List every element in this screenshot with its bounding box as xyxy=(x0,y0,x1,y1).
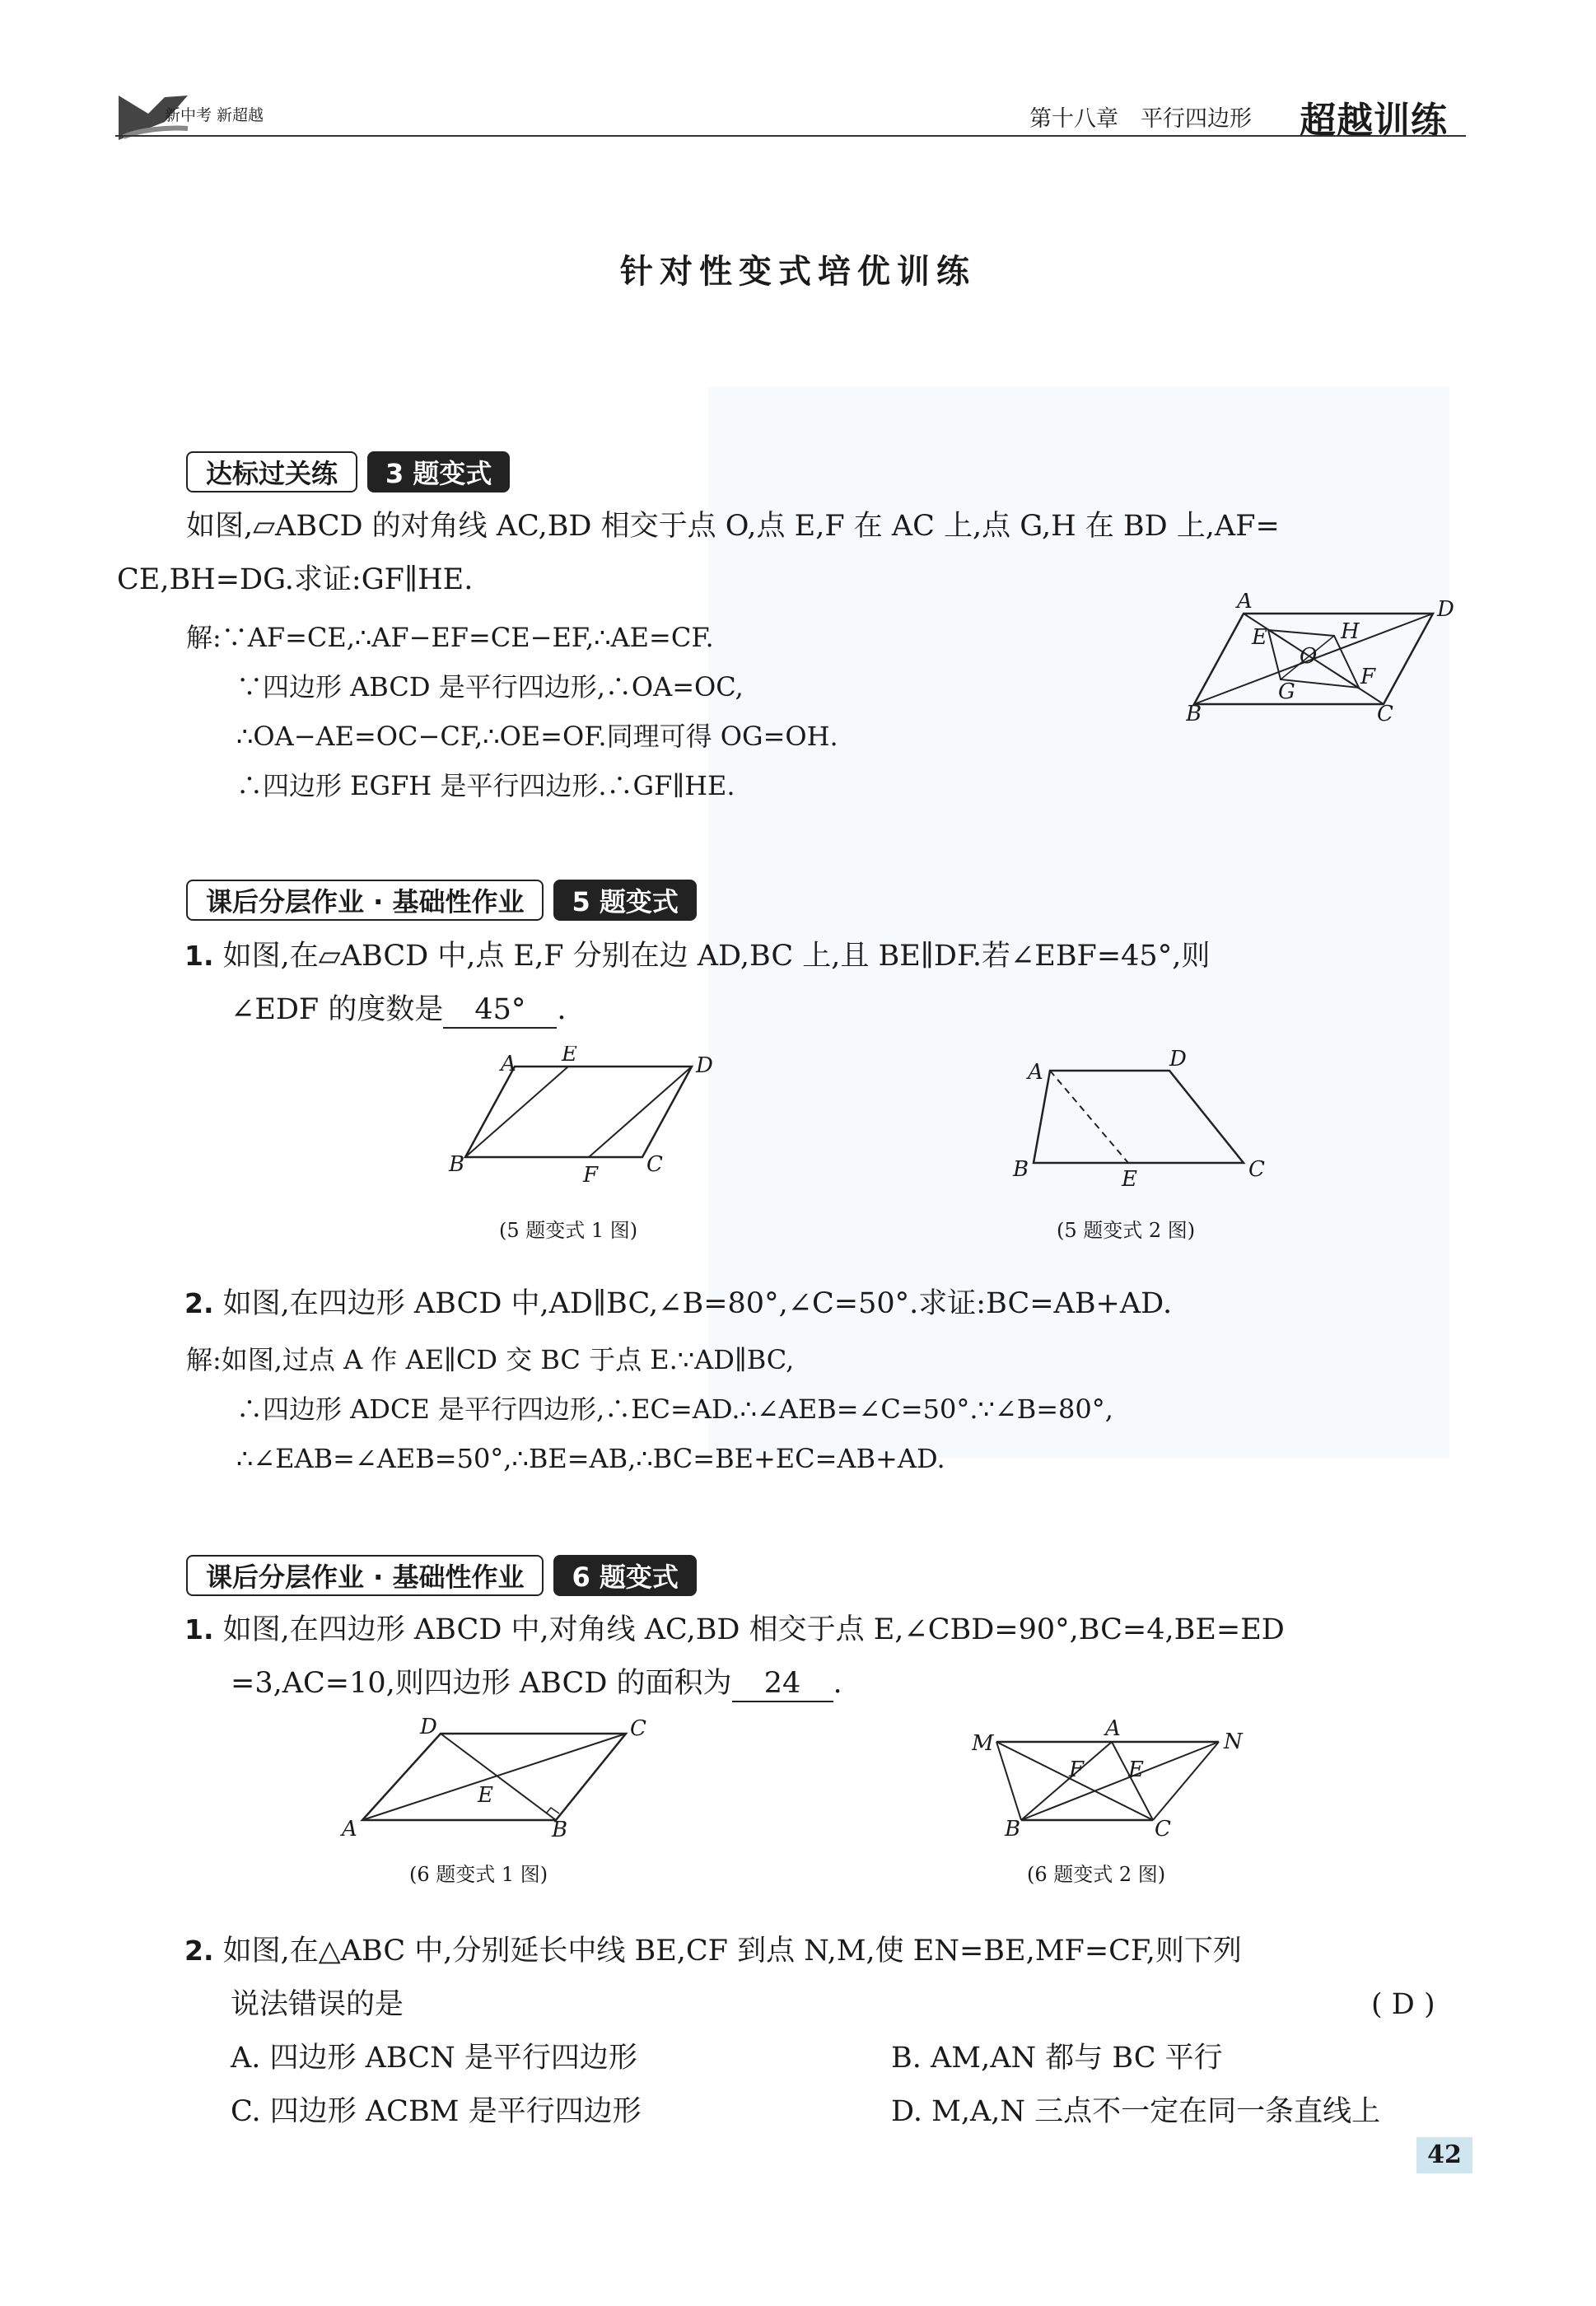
header-logo-text: 新中考 新超越 xyxy=(165,106,264,124)
s3f1-label-C: C xyxy=(630,1717,646,1741)
s2-q1-prefix: ∠EDF 的度数是 xyxy=(231,993,444,1026)
s2-solution-line1: 解:如图,过点 A 作 AE∥CD 交 BC 于点 E.∵AD∥BC, xyxy=(186,1344,795,1375)
s3f1-label-D: D xyxy=(420,1717,437,1739)
s1-label-B: B xyxy=(1186,702,1202,725)
section2-tag-label: 课后分层作业 · 基础性作业 xyxy=(186,880,544,921)
s3f2-label-E: E xyxy=(1128,1758,1144,1782)
s3-figure2 xyxy=(972,1717,1252,1841)
s3-q2-number: 2. xyxy=(184,1935,214,1967)
s3-option-d: D. M,A,N 三点不一定在同一条直线上 xyxy=(891,2095,1381,2128)
s2f2-label-B: B xyxy=(1013,1157,1029,1182)
s3-option-b: B. AM,AN 都与 BC 平行 xyxy=(891,2042,1223,2075)
section2-tag xyxy=(186,880,697,921)
s3f2-label-B: B xyxy=(1005,1817,1021,1841)
s2-q1-line1 xyxy=(184,939,1210,973)
s1-label-G: G xyxy=(1278,679,1295,704)
section1-tag xyxy=(186,451,510,492)
s3f1-label-E: E xyxy=(478,1783,493,1808)
s3-q1-line1 xyxy=(184,1613,1285,1647)
s3f2-label-N: N xyxy=(1224,1730,1243,1754)
s2f1-label-B: B xyxy=(449,1152,465,1177)
s2-figure1 xyxy=(445,1046,733,1186)
s1-label-C: C xyxy=(1377,702,1393,725)
s3f2-label-F: F xyxy=(1069,1758,1085,1782)
s3f2-label-C: C xyxy=(1155,1817,1171,1841)
s3-q2-line2: 说法错误的是 xyxy=(231,1988,404,2021)
s1-solution-line3: ∴OA−AE=OC−CF,∴OE=OF.同理可得 OG=OH. xyxy=(236,721,838,752)
s3-option-c: C. 四边形 ACBM 是平行四边形 xyxy=(231,2095,642,2128)
s3-q1-prefix: =3,AC=10,则四边形 ABCD 的面积为 xyxy=(231,1667,732,1700)
s2-figure2-caption: (5 题变式 2 图) xyxy=(1057,1219,1196,1242)
section3-tag-label: 课后分层作业 · 基础性作业 xyxy=(186,1555,544,1596)
s2f1-label-F: F xyxy=(583,1163,599,1186)
s1-label-O: O xyxy=(1300,644,1318,669)
s3f2-label-M: M xyxy=(972,1731,994,1756)
s3f1-label-A: A xyxy=(342,1817,357,1841)
page-title: 针对性变式培优训练 xyxy=(620,253,976,291)
s2-solution-line3: ∴∠EAB=∠AEB=50°,∴BE=AB,∴BC=BE+EC=AB+AD. xyxy=(236,1443,945,1474)
s2f2-label-C: C xyxy=(1248,1157,1265,1182)
section3-tag xyxy=(186,1555,697,1596)
s3-figure1-caption: (6 题变式 1 图) xyxy=(409,1863,548,1886)
s3-option-a: A. 四边形 ABCN 是平行四边形 xyxy=(231,2042,637,2075)
s1-label-A: A xyxy=(1237,593,1253,614)
s1-label-D: D xyxy=(1437,597,1454,622)
s3f2-label-A: A xyxy=(1105,1717,1121,1741)
s2f2-label-D: D xyxy=(1169,1047,1187,1071)
s2-q1-text: 如图,在▱ABCD 中,点 E,F 分别在边 AD,BC 上,且 BE∥DF.若∠EBF=45°,则 xyxy=(222,940,1211,973)
s2-q2-number: 2. xyxy=(184,1287,214,1319)
s2-q1-suffix: . xyxy=(557,993,567,1026)
s3-q2-line1 xyxy=(184,1934,1242,1968)
s3-figure1 xyxy=(338,1717,667,1841)
s2-solution-line2: ∴四边形 ADCE 是平行四边形,∴EC=AD.∴∠AEB=∠C=50°.∵∠B=80°, xyxy=(236,1393,1113,1425)
page-number: 42 xyxy=(1416,2137,1472,2173)
s2f2-label-A: A xyxy=(1028,1060,1043,1085)
s1-figure xyxy=(1186,593,1466,725)
s2f2-label-E: E xyxy=(1122,1167,1137,1186)
s1-question-line1: 如图,▱ABCD 的对角线 AC,BD 相交于点 O,点 E,F 在 AC 上,点 G,H 在 BD 上,AF= xyxy=(186,510,1280,543)
s3-figure2-caption: (6 题变式 2 图) xyxy=(1027,1863,1166,1886)
header-brand: 超越训练 xyxy=(1300,100,1448,142)
s3-q1-line2 xyxy=(231,1666,842,1702)
s2-q1-answer: 45° xyxy=(443,992,557,1029)
s3-q1-number: 1. xyxy=(184,1613,214,1645)
section2-tag-variant: 5 题变式 xyxy=(553,880,696,921)
s1-label-E: E xyxy=(1252,625,1267,650)
header-divider xyxy=(115,135,1466,137)
s1-solution-line1: 解:∵AF=CE,∴AF−EF=CE−EF,∴AE=CF. xyxy=(186,622,714,653)
s2-figure1-caption: (5 题变式 1 图) xyxy=(499,1219,638,1242)
section1-tag-label: 达标过关练 xyxy=(186,451,357,492)
s3-q1-text: 如图,在四边形 ABCD 中,对角线 AC,BD 相交于点 E,∠CBD=90°,BC=4,BE=ED xyxy=(222,1613,1285,1646)
s3-q1-answer: 24 xyxy=(732,1666,833,1702)
s1-solution-line4: ∴四边形 EGFH 是平行四边形.∴GF∥HE. xyxy=(236,770,735,801)
s2-q2-text: 如图,在四边形 ABCD 中,AD∥BC,∠B=80°,∠C=50°.求证:BC=AB+AD. xyxy=(222,1287,1173,1320)
header-chapter: 第十八章 平行四边形 xyxy=(1029,106,1252,132)
s2-q2-line1 xyxy=(184,1286,1172,1321)
s3-q2-text: 如图,在△ABC 中,分别延长中线 BE,CF 到点 N,M,使 EN=BE,MF=CF,则下列 xyxy=(222,1935,1242,1968)
s2f1-label-E: E xyxy=(562,1046,577,1067)
s2-q1-number: 1. xyxy=(184,940,214,972)
s3-q2-answer: ( D ) xyxy=(1371,1988,1435,2021)
s2-figure2 xyxy=(1005,1046,1285,1186)
s1-label-F: F xyxy=(1360,665,1376,689)
s1-label-H: H xyxy=(1341,619,1360,644)
s2f1-label-A: A xyxy=(501,1052,516,1076)
section1-tag-variant: 3 题变式 xyxy=(367,451,510,492)
s2f1-label-D: D xyxy=(696,1053,713,1078)
section3-tag-variant: 6 题变式 xyxy=(553,1555,696,1596)
s2f1-label-C: C xyxy=(646,1152,663,1177)
s3f1-label-B: B xyxy=(552,1818,568,1841)
s1-question-line2: CE,BH=DG.求证:GF∥HE. xyxy=(117,563,474,596)
s1-solution-line2: ∵四边形 ABCD 是平行四边形,∴OA=OC, xyxy=(236,671,744,703)
s2-q1-line2 xyxy=(231,992,567,1029)
s3-q1-suffix: . xyxy=(833,1667,842,1700)
